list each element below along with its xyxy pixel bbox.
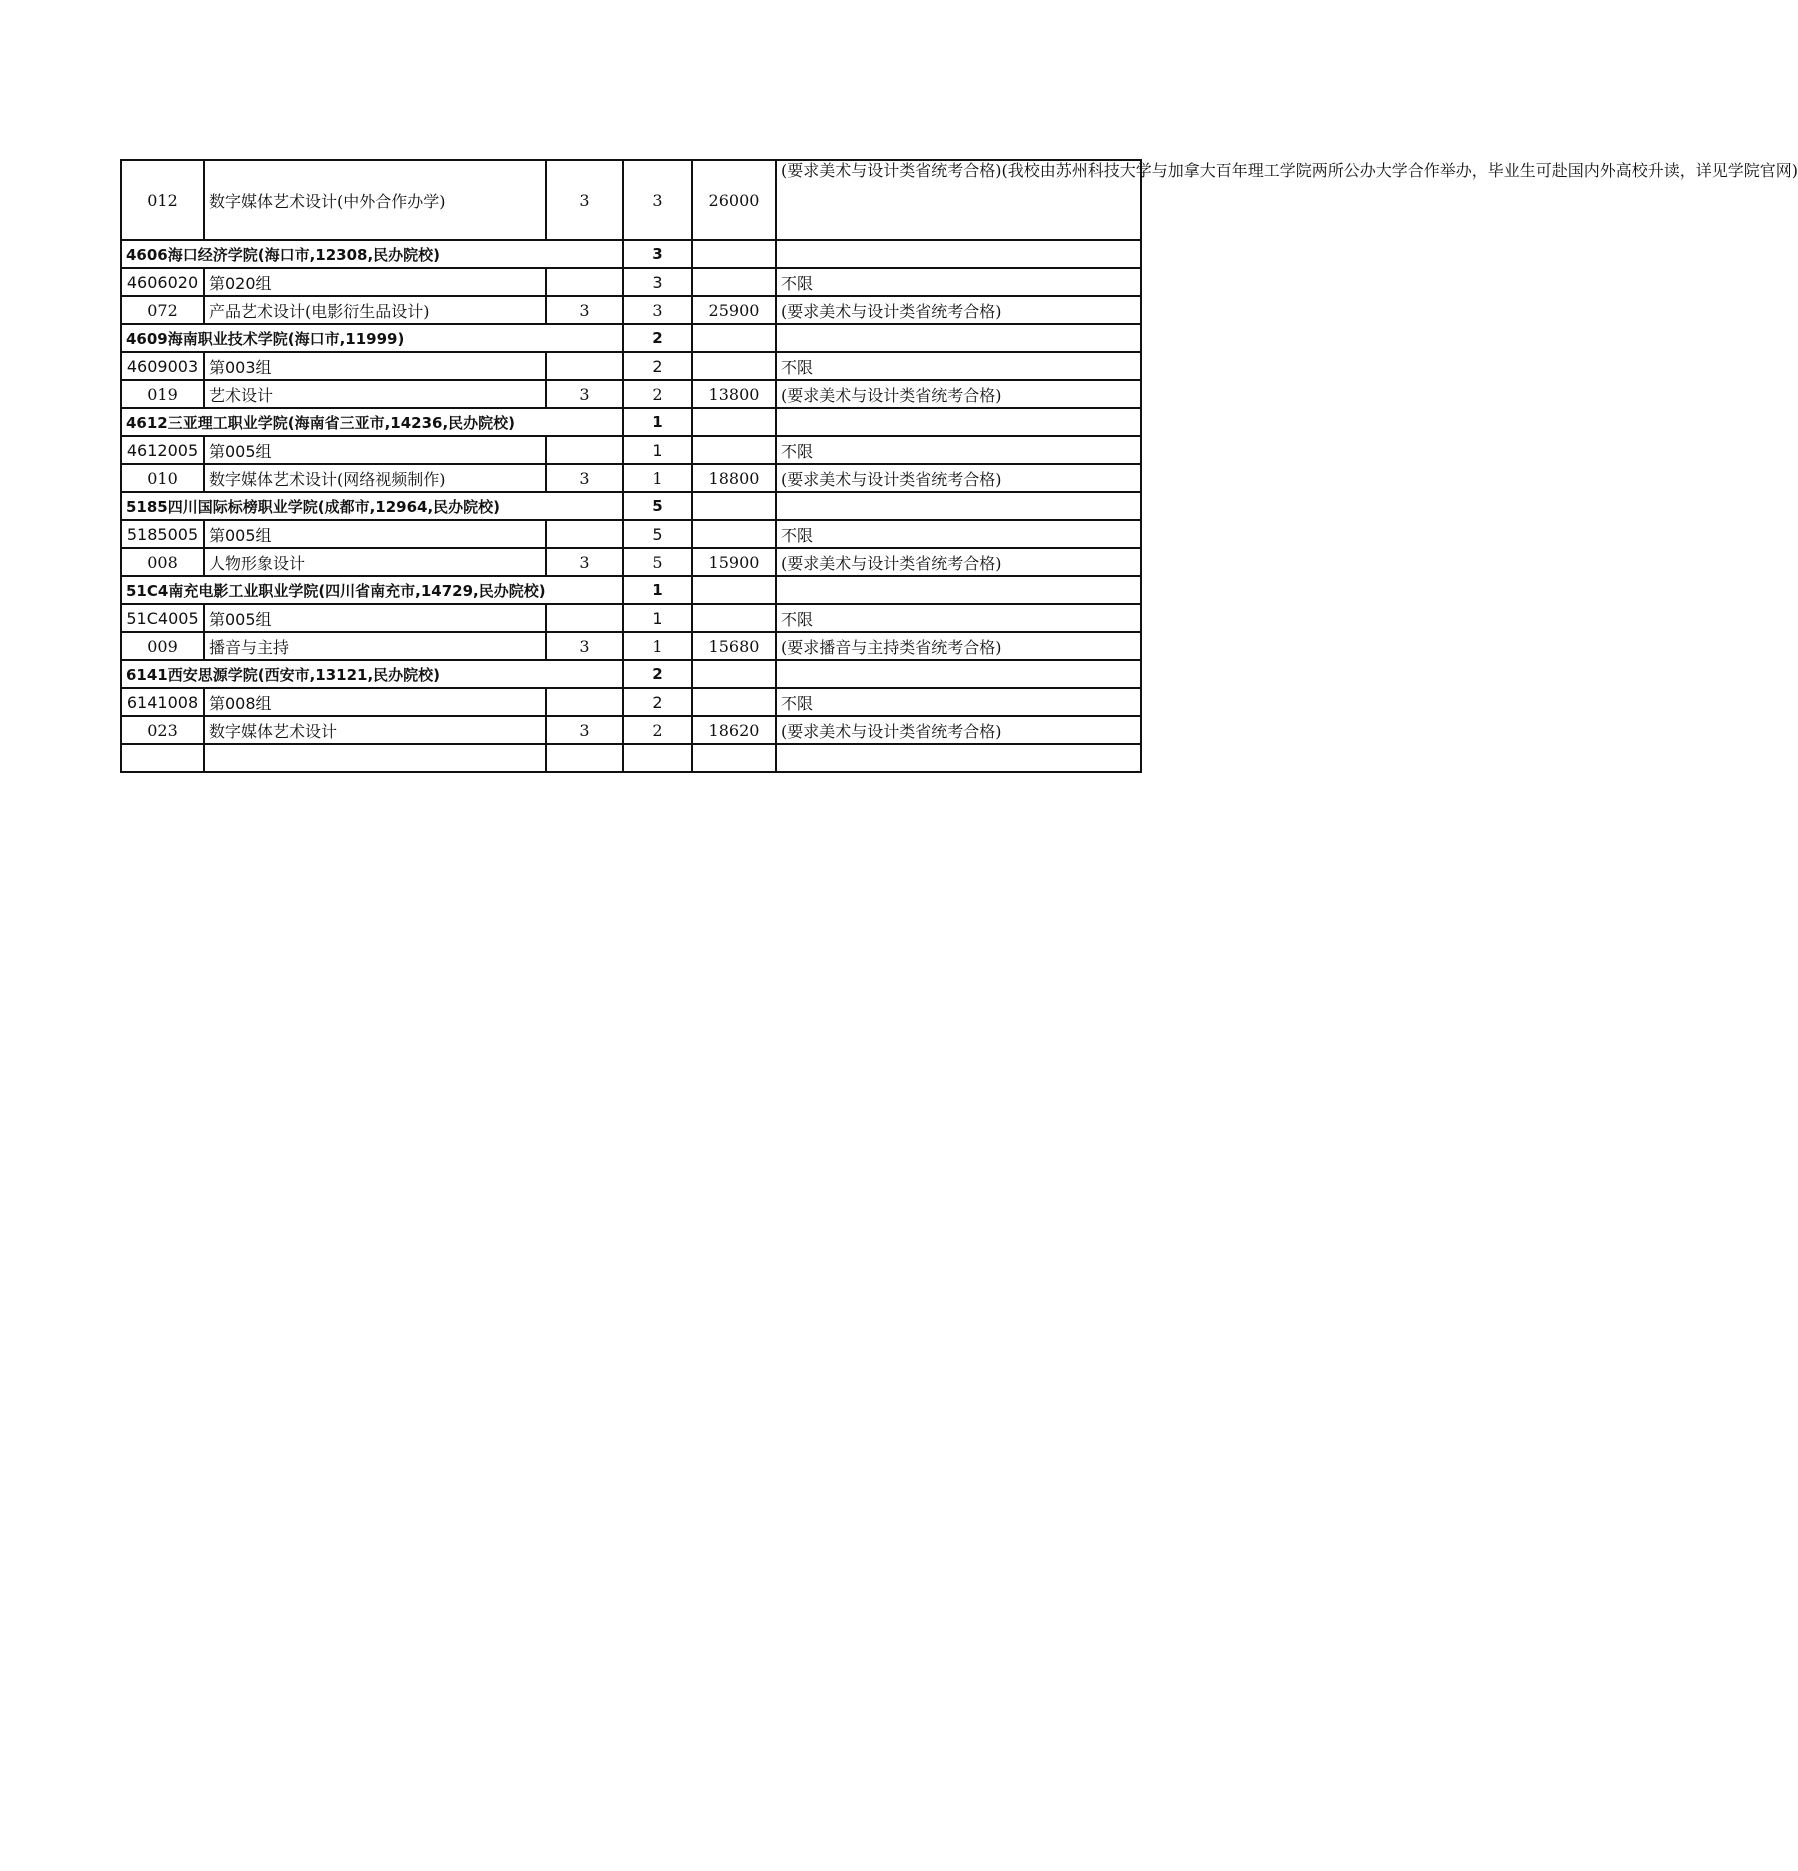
school-title: 4609海南职业技术学院(海口市,11999) bbox=[121, 324, 623, 352]
group-note: 不限 bbox=[776, 352, 1141, 380]
empty-cell bbox=[692, 688, 776, 716]
study-years: 3 bbox=[546, 296, 623, 324]
empty-cell bbox=[692, 324, 776, 352]
major-row bbox=[121, 160, 1141, 240]
major-row bbox=[121, 296, 1141, 324]
major-row bbox=[121, 632, 1141, 660]
major-note: (要求美术与设计类省统考合格) bbox=[776, 716, 1141, 744]
major-name: 数字媒体艺术设计 bbox=[204, 716, 546, 744]
study-years: 3 bbox=[546, 464, 623, 492]
school-title: 6141西安思源学院(西安市,13121,民办院校) bbox=[121, 660, 623, 688]
plan-count: 5 bbox=[623, 520, 692, 548]
empty-cell bbox=[692, 268, 776, 296]
major-note: (要求播音与主持类省统考合格) bbox=[776, 632, 1141, 660]
plan-count: 2 bbox=[623, 688, 692, 716]
group-code: 4612005 bbox=[121, 436, 204, 464]
plan-count: 1 bbox=[623, 604, 692, 632]
empty-cell bbox=[546, 268, 623, 296]
empty-cell bbox=[546, 352, 623, 380]
empty-cell bbox=[776, 744, 1141, 772]
empty-cell bbox=[546, 744, 623, 772]
group-code: 5185005 bbox=[121, 520, 204, 548]
major-code: 012 bbox=[121, 160, 204, 240]
empty-cell bbox=[692, 660, 776, 688]
major-row bbox=[121, 464, 1141, 492]
empty-cell bbox=[204, 744, 546, 772]
group-note: 不限 bbox=[776, 520, 1141, 548]
plan-count: 2 bbox=[623, 380, 692, 408]
study-years: 3 bbox=[546, 380, 623, 408]
empty-cell bbox=[692, 352, 776, 380]
plan-count: 3 bbox=[623, 268, 692, 296]
major-row bbox=[121, 380, 1141, 408]
empty-cell bbox=[546, 688, 623, 716]
plan-count: 1 bbox=[623, 408, 692, 436]
major-code: 009 bbox=[121, 632, 204, 660]
group-name: 第008组 bbox=[204, 688, 546, 716]
school-title: 4612三亚理工职业学院(海南省三亚市,14236,民办院校) bbox=[121, 408, 623, 436]
major-code: 023 bbox=[121, 716, 204, 744]
empty-cell bbox=[692, 520, 776, 548]
tuition-fee: 13800 bbox=[692, 380, 776, 408]
study-years: 3 bbox=[546, 160, 623, 240]
school-title: 4606海口经济学院(海口市,12308,民办院校) bbox=[121, 240, 623, 268]
group-note: 不限 bbox=[776, 436, 1141, 464]
major-name: 人物形象设计 bbox=[204, 548, 546, 576]
group-note: 不限 bbox=[776, 688, 1141, 716]
group-code: 4609003 bbox=[121, 352, 204, 380]
empty-cell bbox=[776, 240, 1141, 268]
group-row bbox=[121, 268, 1141, 296]
group-note: 不限 bbox=[776, 604, 1141, 632]
empty-cell bbox=[692, 604, 776, 632]
major-code: 010 bbox=[121, 464, 204, 492]
group-note: 不限 bbox=[776, 268, 1141, 296]
major-note: (要求美术与设计类省统考合格) bbox=[776, 464, 1141, 492]
tuition-fee: 25900 bbox=[692, 296, 776, 324]
tuition-fee: 15680 bbox=[692, 632, 776, 660]
plan-count: 2 bbox=[623, 660, 692, 688]
major-name: 数字媒体艺术设计(中外合作办学) bbox=[204, 160, 546, 240]
major-note: (要求美术与设计类省统考合格) bbox=[776, 380, 1141, 408]
study-years: 3 bbox=[546, 716, 623, 744]
empty-cell bbox=[623, 744, 692, 772]
empty-cell bbox=[692, 576, 776, 604]
empty-cell bbox=[121, 744, 204, 772]
major-name: 播音与主持 bbox=[204, 632, 546, 660]
empty-cell bbox=[692, 408, 776, 436]
empty-cell bbox=[776, 576, 1141, 604]
major-code: 008 bbox=[121, 548, 204, 576]
major-note bbox=[776, 160, 1798, 240]
school-row bbox=[121, 492, 1141, 520]
empty-cell bbox=[776, 408, 1141, 436]
school-row bbox=[121, 576, 1141, 604]
group-row bbox=[121, 688, 1141, 716]
major-note-text: (要求美术与设计类省统考合格)(我校由苏州科技大学与加拿大百年理工学院两所公办大学合作举办，毕业生可赴国内外高校升读，详见学院官网) bbox=[781, 161, 1798, 180]
major-note: (要求美术与设计类省统考合格) bbox=[776, 296, 1141, 324]
major-code: 019 bbox=[121, 380, 204, 408]
plan-count: 2 bbox=[623, 324, 692, 352]
school-title: 51C4南充电影工业职业学院(四川省南充市,14729,民办院校) bbox=[121, 576, 623, 604]
tuition-fee: 26000 bbox=[692, 160, 776, 240]
empty-cell bbox=[546, 520, 623, 548]
plan-count: 1 bbox=[623, 576, 692, 604]
group-name: 第020组 bbox=[204, 268, 546, 296]
group-name: 第005组 bbox=[204, 520, 546, 548]
plan-count: 3 bbox=[623, 240, 692, 268]
study-years: 3 bbox=[546, 548, 623, 576]
group-name: 第005组 bbox=[204, 604, 546, 632]
tuition-fee: 18620 bbox=[692, 716, 776, 744]
plan-count: 5 bbox=[623, 548, 692, 576]
empty-cell bbox=[692, 436, 776, 464]
group-row bbox=[121, 520, 1141, 548]
plan-count: 5 bbox=[623, 492, 692, 520]
empty-cell bbox=[776, 660, 1141, 688]
group-code: 6141008 bbox=[121, 688, 204, 716]
empty-cell bbox=[776, 492, 1141, 520]
major-name: 艺术设计 bbox=[204, 380, 546, 408]
plan-count: 1 bbox=[623, 632, 692, 660]
group-code: 4606020 bbox=[121, 268, 204, 296]
school-title: 5185四川国际标榜职业学院(成都市,12964,民办院校) bbox=[121, 492, 623, 520]
empty-cell bbox=[692, 492, 776, 520]
study-years: 3 bbox=[546, 632, 623, 660]
plan-count: 2 bbox=[623, 352, 692, 380]
admissions-table bbox=[120, 159, 1798, 773]
major-code: 072 bbox=[121, 296, 204, 324]
plan-count: 3 bbox=[623, 160, 692, 240]
plan-count: 1 bbox=[623, 436, 692, 464]
plan-count: 1 bbox=[623, 464, 692, 492]
empty-cell bbox=[692, 744, 776, 772]
group-name: 第005组 bbox=[204, 436, 546, 464]
empty-row bbox=[121, 744, 1141, 772]
major-name: 数字媒体艺术设计(网络视频制作) bbox=[204, 464, 546, 492]
group-name: 第003组 bbox=[204, 352, 546, 380]
major-note: (要求美术与设计类省统考合格) bbox=[776, 548, 1141, 576]
major-row bbox=[121, 548, 1141, 576]
empty-cell bbox=[776, 324, 1141, 352]
empty-cell bbox=[546, 604, 623, 632]
table-body bbox=[121, 160, 1798, 772]
empty-cell bbox=[692, 240, 776, 268]
empty-cell bbox=[546, 436, 623, 464]
plan-count: 2 bbox=[623, 716, 692, 744]
school-row bbox=[121, 660, 1141, 688]
school-row bbox=[121, 324, 1141, 352]
group-code: 51C4005 bbox=[121, 604, 204, 632]
major-row bbox=[121, 716, 1141, 744]
school-row bbox=[121, 240, 1141, 268]
group-row bbox=[121, 604, 1141, 632]
group-row bbox=[121, 352, 1141, 380]
tuition-fee: 18800 bbox=[692, 464, 776, 492]
group-row bbox=[121, 436, 1141, 464]
school-row bbox=[121, 408, 1141, 436]
tuition-fee: 15900 bbox=[692, 548, 776, 576]
major-name: 产品艺术设计(电影衍生品设计) bbox=[204, 296, 546, 324]
plan-count: 3 bbox=[623, 296, 692, 324]
